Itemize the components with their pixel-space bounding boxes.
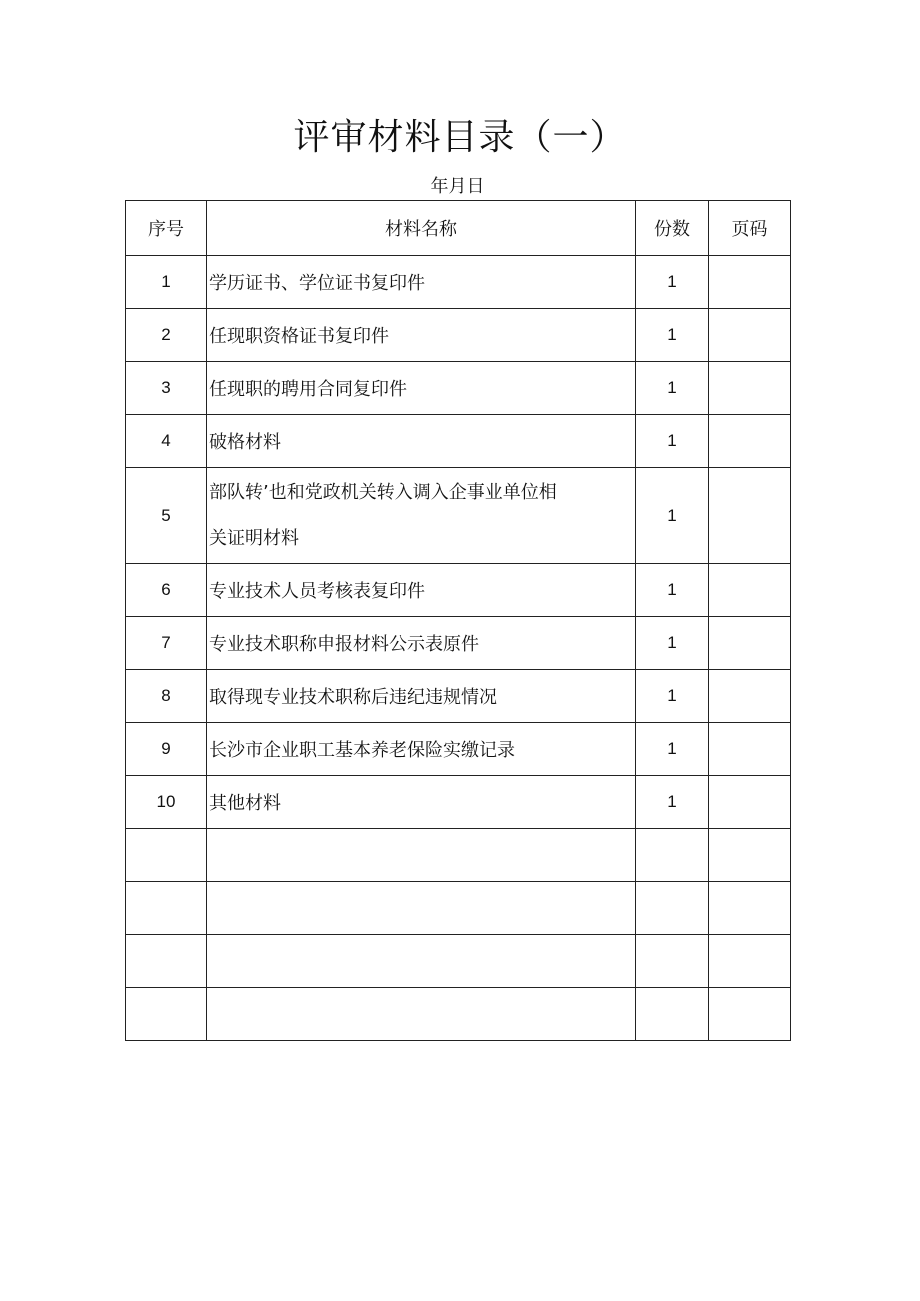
empty-cell — [709, 988, 791, 1041]
row-page-number — [709, 362, 791, 415]
table-row — [126, 362, 791, 415]
empty-cell — [207, 829, 636, 882]
header-copies: 份数 — [636, 201, 709, 256]
row-serial-number: 1 — [126, 256, 207, 309]
row-serial-number: 8 — [126, 670, 207, 723]
table-row — [126, 256, 791, 309]
row-copies: 1 — [636, 776, 709, 829]
row-serial-number: 7 — [126, 617, 207, 670]
table-row — [126, 415, 791, 468]
empty-cell — [207, 935, 636, 988]
row-material-name: 取得现专业技术职称后违纪违规情况 — [207, 670, 636, 723]
row-material-name: 其他材料 — [207, 776, 636, 829]
empty-cell — [636, 882, 709, 935]
row-serial-number: 5 — [126, 468, 207, 564]
row-material-name — [207, 468, 636, 564]
row-copies: 1 — [636, 362, 709, 415]
row-page-number — [709, 617, 791, 670]
table-row — [126, 564, 791, 617]
table-row — [126, 776, 791, 829]
header-page-number: 页码 — [709, 201, 791, 256]
empty-cell — [207, 882, 636, 935]
row-page-number — [709, 468, 791, 564]
row-page-number — [709, 564, 791, 617]
empty-cell — [126, 882, 207, 935]
row-copies: 1 — [636, 670, 709, 723]
row-copies: 1 — [636, 256, 709, 309]
row-page-number — [709, 309, 791, 362]
row-page-number — [709, 776, 791, 829]
document-title: 评审材料目录（一） — [293, 117, 627, 158]
row-copies: 1 — [636, 617, 709, 670]
row-page-number — [709, 256, 791, 309]
row-copies: 1 — [636, 723, 709, 776]
row-material-name: 专业技术人员考核表复印件 — [207, 564, 636, 617]
empty-cell — [636, 988, 709, 1041]
empty-table-row — [126, 935, 791, 988]
empty-cell — [207, 988, 636, 1041]
header-serial-number: 序号 — [126, 201, 207, 256]
row-copies: 1 — [636, 468, 709, 564]
empty-cell — [636, 935, 709, 988]
table-row — [126, 723, 791, 776]
empty-table-row — [126, 882, 791, 935]
table-row — [126, 670, 791, 723]
empty-cell — [709, 829, 791, 882]
row-page-number — [709, 415, 791, 468]
table-row — [126, 309, 791, 362]
empty-table-row — [126, 829, 791, 882]
empty-cell — [636, 829, 709, 882]
materials-catalog-table — [125, 200, 791, 1041]
row-material-name-line: 部队转’也和党政机关转入调入企事业单位相 — [209, 481, 557, 503]
row-serial-number: 2 — [126, 309, 207, 362]
empty-cell — [126, 988, 207, 1041]
row-material-name: 任现职的聘用合同复印件 — [207, 362, 636, 415]
empty-cell — [709, 935, 791, 988]
row-material-name: 任现职资格证书复印件 — [207, 309, 636, 362]
empty-cell — [126, 935, 207, 988]
table-row — [126, 468, 791, 564]
row-material-name-line: 关证明材料 — [209, 527, 299, 549]
row-copies: 1 — [636, 564, 709, 617]
row-copies: 1 — [636, 415, 709, 468]
row-serial-number: 6 — [126, 564, 207, 617]
row-copies: 1 — [636, 309, 709, 362]
row-material-name: 长沙市企业职工基本养老保险实缴记录 — [207, 723, 636, 776]
row-serial-number: 9 — [126, 723, 207, 776]
row-page-number — [709, 670, 791, 723]
header-material-name: 材料名称 — [207, 201, 636, 256]
empty-cell — [126, 829, 207, 882]
table-row — [126, 617, 791, 670]
date-line: 年月日 — [430, 176, 485, 197]
row-serial-number: 4 — [126, 415, 207, 468]
row-material-name: 学历证书、学位证书复印件 — [207, 256, 636, 309]
empty-table-row — [126, 988, 791, 1041]
row-material-name: 破格材料 — [207, 415, 636, 468]
row-serial-number: 3 — [126, 362, 207, 415]
row-page-number — [709, 723, 791, 776]
row-material-name: 专业技术职称申报材料公示表原件 — [207, 617, 636, 670]
empty-cell — [709, 882, 791, 935]
row-serial-number: 10 — [126, 776, 207, 829]
table-header-row — [126, 201, 791, 256]
